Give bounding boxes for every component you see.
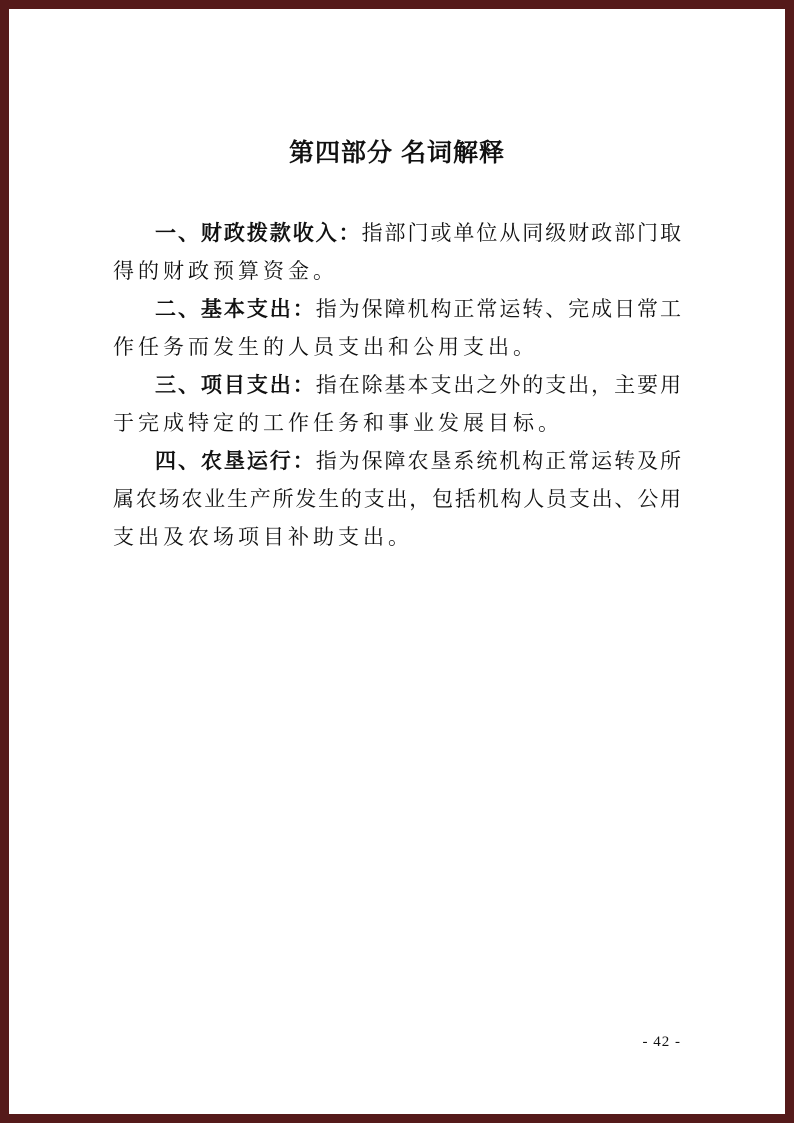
page-number: - 42 - [642,1034,681,1050]
paragraph-3-line-2: 于完成特定的工作任务和事业发展目标。 [113,411,563,435]
paragraph-2-line-2: 作任务而发生的人员支出和公用支出。 [113,335,538,359]
term-3-bold: 三、项目支出： [155,374,316,397]
definition-1-text: 指部门或单位从同级财政部门取 [361,221,681,245]
definition-4-text: 指为保障农垦系统机构正常运转及所 [315,449,681,473]
paragraph-4-line-1 [113,442,681,480]
paragraph-4-line-2: 属农场农业生产所发生的支出，包括机构人员支出、公用 [113,487,681,511]
paragraph-1-line-2: 得的财政预算资金。 [113,259,338,283]
term-2-bold: 二、基本支出： [155,298,316,321]
term-1-bold: 一、财政拨款收入： [155,222,362,245]
page-title: 第四部分 名词解释 [289,139,505,167]
term-4-bold: 四、农垦运行： [155,450,316,473]
paragraph-3-line-1 [113,366,681,404]
definition-2-text: 指为保障机构正常运转、完成日常工 [315,297,681,321]
paragraph-4-line-3: 支出及农场项目补助支出。 [113,525,413,549]
document-body [113,214,681,556]
paragraph-1-line-1 [113,214,681,252]
paragraph-2-line-1 [113,290,681,328]
definition-3-text: 指在除基本支出之外的支出，主要用 [315,373,681,397]
